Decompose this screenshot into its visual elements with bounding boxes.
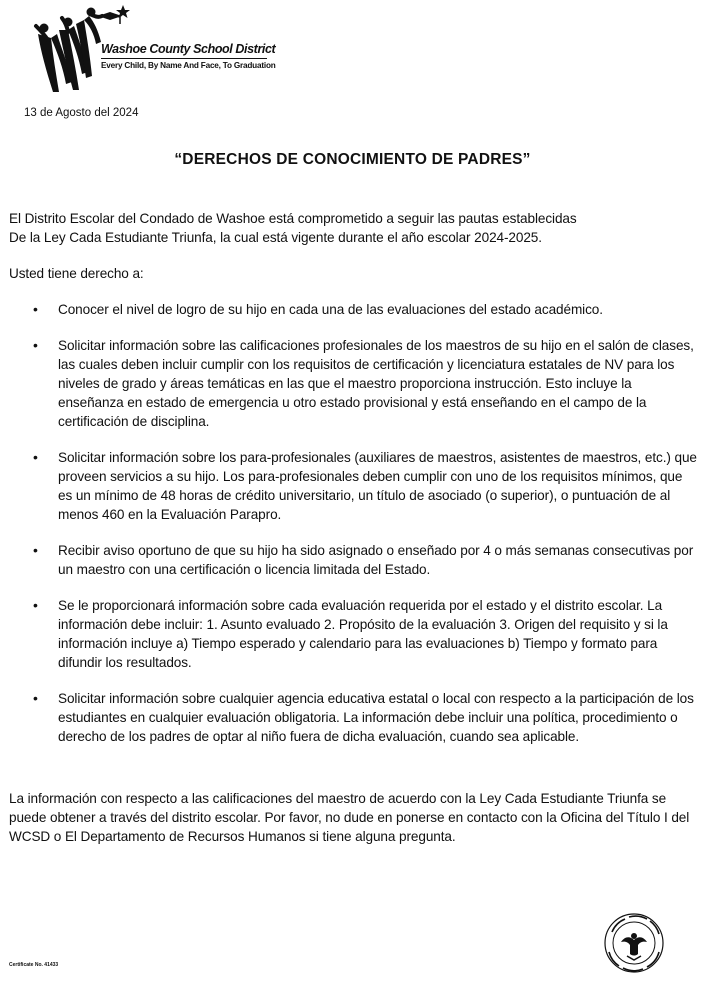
list-item [0,300,705,319]
district-name: Washoe County School District [101,42,276,56]
bullet-icon: • [33,597,38,613]
district-logo [32,4,282,96]
district-tagline: Every Child, By Name And Face, To Graduation [101,61,276,70]
list-item-text: Solicitar información sobre los para-profesionales (auxiliares de maestros, asistentes de maestros, etc.) que proveen servicios a su hijo. Los para-profesionales deben cumplir con uno de los requisitos mínimos, que es un mínimo de 48 horas de crédito universitario, un título de asociado (o superior), o puntuación de al menos 460 en la Evaluación Parapro. [58,450,697,522]
list-item [0,336,705,431]
bullet-icon: • [33,542,38,558]
intro-paragraph [9,209,659,247]
list-item-text: Conocer el nivel de logro de su hijo en cada una de las evaluaciones del estado académico. [58,302,603,317]
intro-line-2: De la Ley Cada Estudiante Triunfa, la cual está vigente durante el año escolar 2024-2025. [9,230,542,245]
rights-heading: Usted tiene derecho a: [9,266,144,281]
intro-line-1: El Distrito Escolar del Condado de Washoe está comprometido a seguir las pautas establecidas [9,211,577,226]
closing-paragraph: La información con respecto a las calificaciones del maestro de acuerdo con la Ley Cada Estudiante Triunfa se puede obtener a través del distrito escolar. Por favor, no dude en ponerse en contacto con la Oficina del Título I del WCSD o El Departamento de Recursos Humanos si tiene alguna pregunta. [9,791,690,844]
letter-date: 13 de Agosto del 2024 [24,107,139,119]
list-item-text: Solicitar información sobre cualquier agencia educativa estatal o local con respecto a la participación de los estudiantes en cualquier evaluación obligatoria. La información debe incluir una política, procedimiento o derecho de los padres de optar al niño fuera de dicha evaluación, cuando sea aplicable. [58,691,694,744]
list-item-text: Se le proporcionará información sobre cada evaluación requerida por el estado y el distrito escolar. La información debe incluir: 1. Asunto evaluado 2. Propósito de la evaluación 3. Origen del requisito y si la información incluye a) Tiempo esperado y calendario para las evaluaciones b) Tiempo y formato para difundir los resultados. [58,598,668,670]
list-item [0,448,705,524]
bullet-icon: • [33,449,38,465]
list-item [0,541,705,579]
logo-divider [101,58,267,59]
list-item-text: Solicitar información sobre las calificaciones profesionales de los maestros de su hijo en el salón de clases, las cuales deben incluir cumplir con los requisitos de certificación y licenciatura estatales de NV para los niveles de grado y áreas temáticas en las que el maestro proporciona instrucción. Esto incluye la enseñanza en estado de emergencia u otro estado provisional y está enseñando en el campo de la certificación de disciplina. [58,338,694,429]
list-item [0,596,705,672]
bullet-icon: • [33,690,38,706]
bullet-icon: • [33,301,38,317]
list-item [0,689,705,746]
quality-certification-seal-icon [603,912,665,974]
rights-list [0,300,705,763]
certificate-number: Certificate No. 41433 [9,962,59,968]
bullet-icon: • [33,337,38,353]
list-item-text: Recibir aviso oportuno de que su hijo ha sido asignado o enseñado por 4 o más semanas consecutivas por un maestro con una certificación o licencia limitada del Estado. [58,543,694,577]
page-title: “DERECHOS DE CONOCIMIENTO DE PADRES” [174,151,531,168]
